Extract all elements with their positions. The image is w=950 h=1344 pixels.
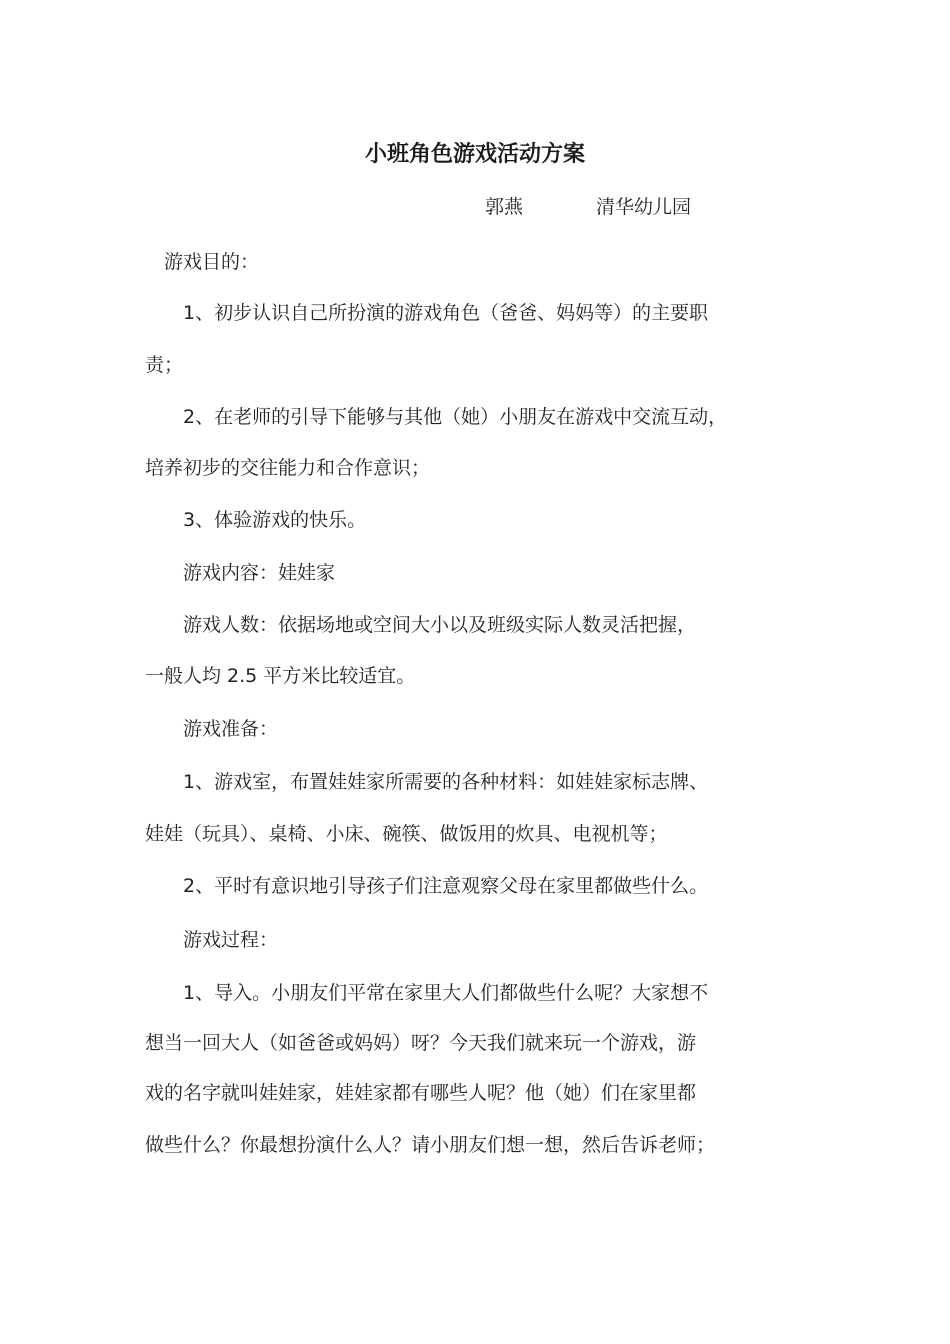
paragraph-line: 娃娃（玩具）、桌椅、小床、碗筷、做饭用的炊具、电视机等； (145, 823, 668, 845)
paragraph-line: 一般人均 2.5 平方米比较适宜。 (145, 665, 416, 687)
paragraph-line: 培养初步的交往能力和合作意识； (145, 457, 431, 479)
paragraph-line: 2、在老师的引导下能够与其他（她）小朋友在游戏中交流互动， (183, 406, 728, 428)
paragraph-line: 做些什么？你最想扮演什么人？请小朋友们想一想，然后告诉老师； (145, 1134, 716, 1156)
school-name: 清华幼儿园 (596, 196, 692, 218)
section-heading-content: 游戏内容：娃娃家 (183, 562, 336, 584)
section-heading-preparation: 游戏准备： (183, 718, 279, 740)
paragraph-line: 1、导入。小朋友们平常在家里大人们都做些什么呢？大家想不 (183, 982, 709, 1004)
paragraph-line: 1、初步认识自己所扮演的游戏角色（爸爸、妈妈等）的主要职 (183, 302, 709, 324)
section-heading-goals: 游戏目的： (164, 251, 260, 273)
author-name: 郭燕 (485, 196, 524, 218)
paragraph-line: 游戏人数：依据场地或空间大小以及班级实际人数灵活把握， (183, 614, 697, 636)
section-heading-process: 游戏过程： (183, 929, 279, 951)
paragraph-line: 2、平时有意识地引导孩子们注意观察父母在家里都做些什么。 (183, 875, 709, 897)
document-title: 小班角色游戏活动方案 (364, 142, 585, 167)
paragraph-line: 1、游戏室，布置娃娃家所需要的各种材料：如娃娃家标志牌、 (183, 771, 709, 793)
paragraph-line: 责； (145, 354, 184, 376)
paragraph-line: 3、体验游戏的快乐。 (183, 509, 367, 531)
paragraph-line: 想当一回大人（如爸爸或妈妈）呀？今天我们就来玩一个游戏，游 (145, 1032, 697, 1054)
paragraph-line: 戏的名字就叫娃娃家，娃娃家都有哪些人呢？他（她）们在家里都 (145, 1082, 697, 1104)
